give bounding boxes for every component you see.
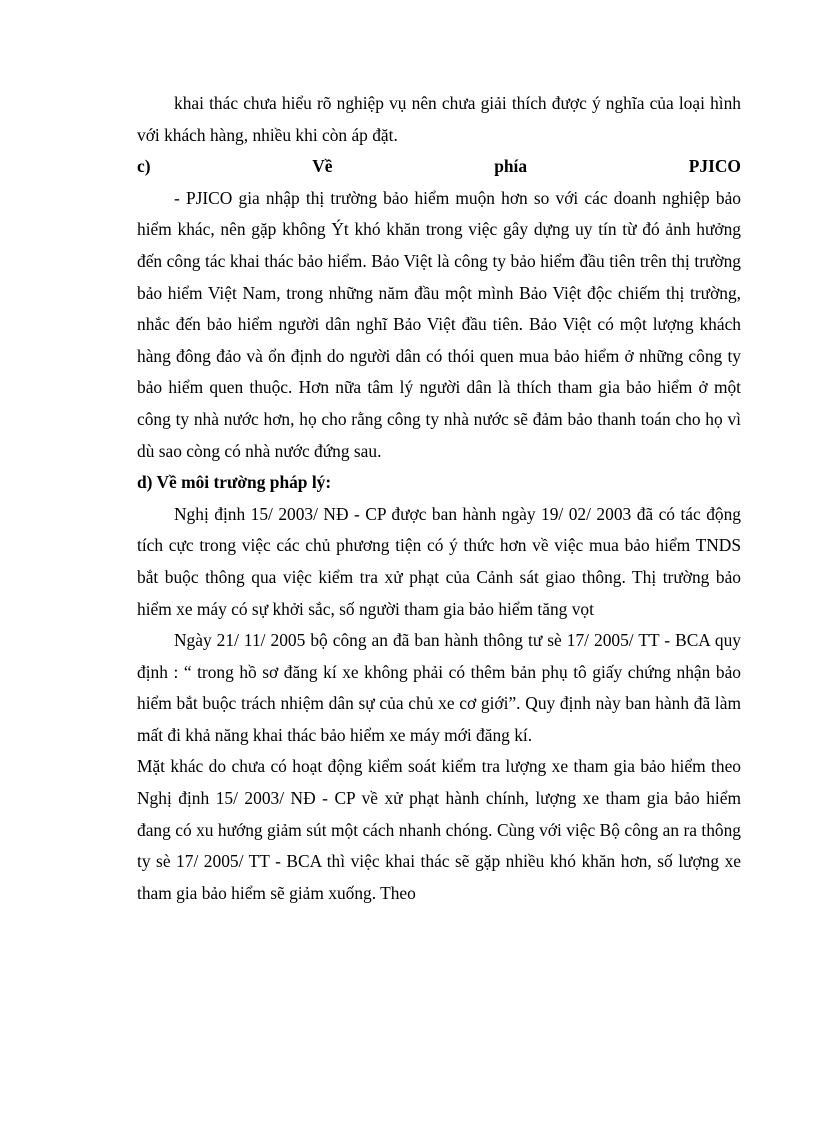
paragraph-other-hand: Mặt khác do chưa có hoạt động kiểm soát kiểm tra lượng xe tham gia bảo hiểm theo Nghị định 15/ 2003/ NĐ - CP về xử phạt hành chính, lượng xe tham gia bảo hiểm đang có xu hướng giảm sút một cách nhanh chóng. Cùng với việc Bộ công an ra thông ty sè 17/ 2005/ TT - BCA thì việc khai thác sẽ gặp nhiều khó khăn hơn, số lượng xe tham gia bảo hiểm sẽ giảm xuống. Theo — [137, 756, 741, 903]
paragraph-pjico: - PJICO gia nhập thị trường bảo hiểm muộn hơn so với các doanh nghiệp bảo hiểm khác, nên gặp không Ýt khó khăn trong việc gây dựng uy tín từ đó ảnh hưởng đến công tác khai thác bảo hiểm. Bảo Việt là công ty bảo hiểm đầu tiên trên thị trường bảo hiểm Việt Nam, trong những năm đầu một mình Bảo Việt độc chiếm thị trường, nhắc đến bảo hiểm người dân nghĩ Bảo Việt đầu tiên. Bảo Việt có một lượng khách hàng đông đảo và ổn định do người dân có thói quen mua bảo hiểm ở những công ty bảo hiểm quen thuộc. Hơn nữa tâm lý người dân là thích tham gia bảo hiểm ở một công ty nhà nước hơn, họ cho rằng công ty nhà nước sẽ đảm bảo thanh toán cho họ vì dù sao còng có nhà nước đứng sau. — [137, 187, 741, 461]
heading-c — [137, 151, 741, 183]
paragraph-decree: Nghị định 15/ 2003/ NĐ - CP được ban hành ngày 19/ 02/ 2003 đã có tác động tích cực trong việc các chủ phương tiện có ý thức hơn về việc mua bảo hiểm TNDS bắt buộc thông qua việc kiểm tra xử phạt của Cảnh sát giao thông. Thị trường bảo hiểm xe máy có sự khởi sắc, số người tham gia bảo hiểm tăng vọt — [137, 503, 741, 619]
paragraph-continuation: khai thác chưa hiểu rõ nghiệp vụ nên chưa giải thích được ý nghĩa của loại hình với khách hàng, nhiều khi còn áp đặt. — [137, 93, 741, 145]
heading-c-word-1: Về — [312, 156, 333, 177]
document-page — [137, 88, 741, 909]
heading-d: d) Về môi trường pháp lý: — [137, 472, 332, 493]
heading-c-label: c) — [137, 156, 151, 177]
heading-c-word-2: phía — [494, 156, 528, 177]
paragraph-circular: Ngày 21/ 11/ 2005 bộ công an đã ban hành thông tư sè 17/ 2005/ TT - BCA quy định : “ trong hồ sơ đăng kí xe không phải có thêm bản phụ tô giấy chứng nhận bảo hiểm bắt buộc trách nhiệm dân sự của chủ xe cơ giới”. Quy định này ban hành đã làm mất đi khả năng khai thác bảo hiểm xe máy mới đăng kí. — [137, 630, 741, 745]
heading-c-word-3: PJICO — [688, 156, 741, 177]
